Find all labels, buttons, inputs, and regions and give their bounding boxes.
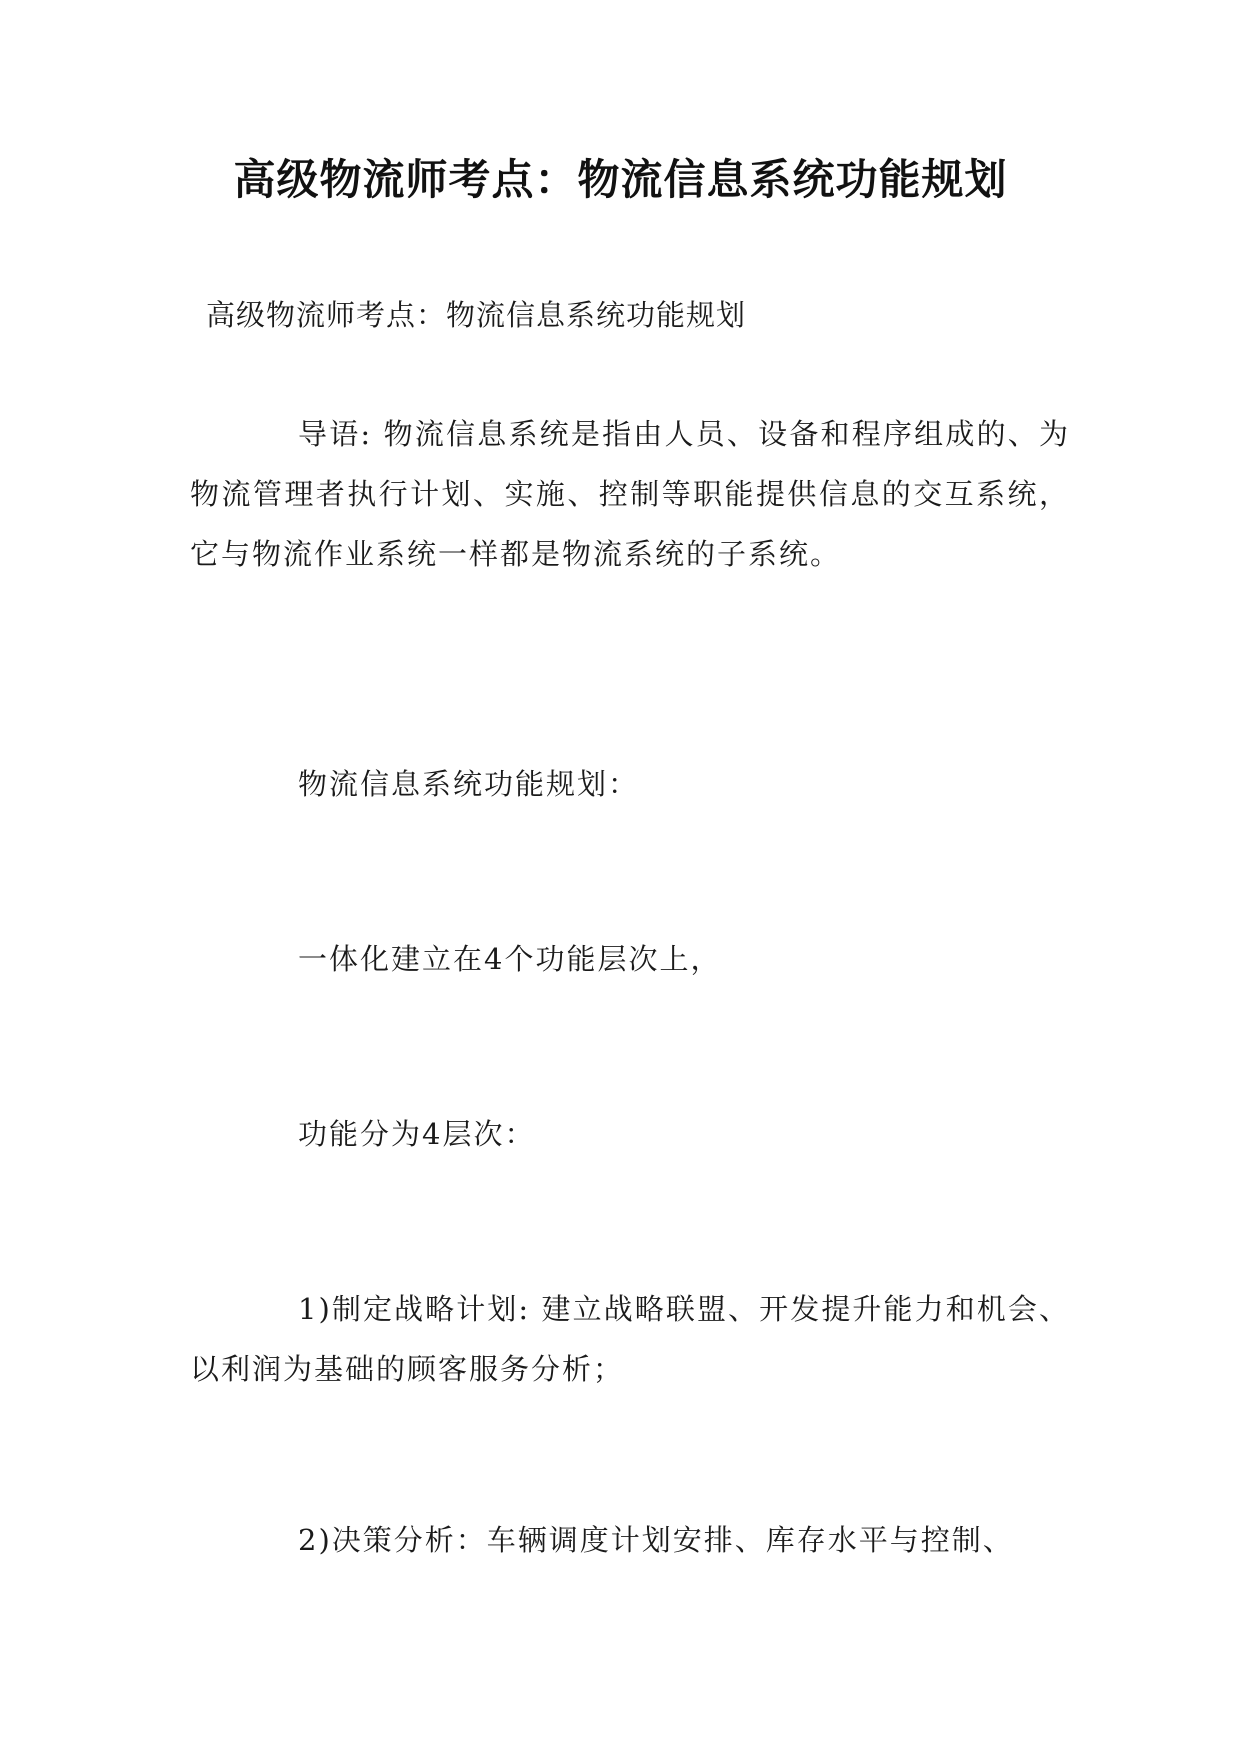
paragraph-strategic-plan: 1)制定战略计划: 建立战略联盟、开发提升能力和机会、以利润为基础的顾客服务分析；	[190, 1292, 1070, 1386]
paragraph-intro: 导语: 物流信息系统是指由人员、设备和程序组成的、为物流管理者执行计划、实施、控制等职能提供信息的交互系统，它与物流作业系统一样都是物流系统的子系统。	[190, 417, 1070, 571]
paragraph-levels: 功能分为4层次：	[298, 1117, 536, 1151]
document-title: 高级物流师考点：物流信息系统功能规划	[233, 155, 1008, 204]
paragraph-decision-analysis: 2)决策分析：车辆调度计划安排、库存水平与控制、	[298, 1523, 1014, 1557]
paragraph-integration: 一体化建立在4个功能层次上，	[298, 942, 722, 976]
paragraph-planning-heading: 物流信息系统功能规划：	[298, 767, 640, 801]
document-subtitle: 高级物流师考点：物流信息系统功能规划	[206, 298, 747, 332]
